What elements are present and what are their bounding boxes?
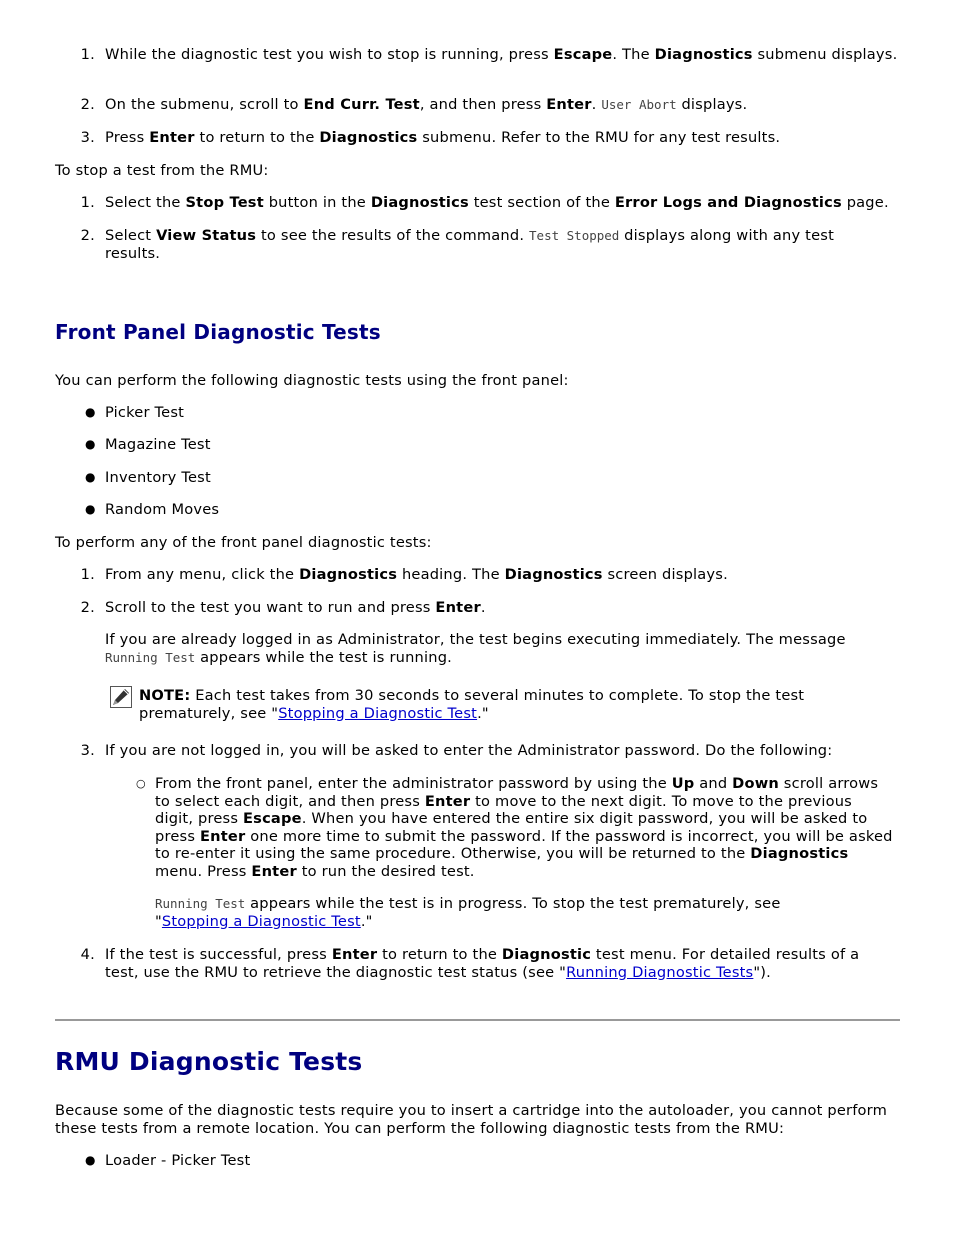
password-sub-text: From the front panel, enter the administrator password by using the Up and Down scroll arrows to select each digit, and then press Enter to move to the next digit. To move to the previous digit, press Escape. When you have entered the entire six digit password, you will be asked to press Enter one more time to submit the password. If the password is incorrect, you will be asked to re-enter it using the same procedure. Otherwise, you will be returned to the Diagnostics menu. Press Enter to run the desired test.	[155, 775, 893, 880]
bullet-icon: ●	[85, 470, 96, 484]
note-text: NOTE: Each test takes from 30 seconds to several minutes to complete. To stop the test prematurely, see "Stopping a Diagnostic Test."	[139, 687, 805, 722]
password-sub-para: Running Test appears while the test is in progress. To stop the test prematurely, see "Stopping a Diagnostic Test."	[155, 895, 781, 930]
bullet-icon: ●	[85, 437, 96, 451]
stop-step-1-text: While the diagnostic test you wish to stop is running, press Escape. The Diagnostics submenu displays.	[105, 46, 898, 63]
rmu-intro: Because some of the diagnostic tests require you to insert a cartridge into the autoloader, you cannot perform these tests from a remote location. You can perform the following diagnostic tests from the RMU:	[55, 1102, 888, 1137]
stopping-diagnostic-test-link-2[interactable]: Stopping a Diagnostic Test	[161, 912, 361, 930]
perform-step-2-para: If you are already logged in as Administrator, the test begins executing immediately. The message Running Test appears while the test is running.	[105, 631, 846, 666]
bullet-icon: ●	[85, 1153, 96, 1167]
section-divider	[55, 1019, 900, 1021]
stopping-diagnostic-test-link[interactable]: Stopping a Diagnostic Test	[278, 704, 478, 722]
perform-step-4-text: If the test is successful, press Enter to return to the Diagnostic test menu. For detailed results of a test, use the RMU to retrieve the diagnostic test status (see "Running Diagnostic Tests").	[105, 946, 860, 981]
stop-rmu-step-1-text: Select the Stop Test button in the Diagnostics test section of the Error Logs and Diagnostics page.	[105, 194, 889, 211]
perform-step-1-text: From any menu, click the Diagnostics heading. The Diagnostics screen displays.	[105, 566, 728, 583]
stop-rmu-step-2-text: Select View Status to see the results of the command. Test Stopped displays along with any test results.	[105, 227, 835, 262]
note-pencil-icon	[110, 686, 132, 708]
circle-bullet-icon: ○	[136, 777, 146, 790]
bullet-icon: ●	[85, 405, 96, 419]
rmu-heading: RMU Diagnostic Tests	[55, 1047, 363, 1076]
running-diagnostic-tests-link[interactable]: Running Diagnostic Tests	[566, 963, 754, 981]
stop-rmu-intro: To stop a test from the RMU:	[55, 162, 269, 179]
perform-step-2-text: Scroll to the test you want to run and press Enter.	[105, 599, 486, 616]
front-panel-intro: You can perform the following diagnostic tests using the front panel:	[55, 372, 569, 389]
stop-step-2-text: On the submenu, scroll to End Curr. Test, and then press Enter. User Abort displays.	[105, 96, 748, 113]
perform-step-3-text: If you are not logged in, you will be asked to enter the Administrator password. Do the following:	[105, 742, 833, 759]
stop-step-3-text: Press Enter to return to the Diagnostics submenu. Refer to the RMU for any test results.	[105, 129, 781, 146]
front-panel-heading: Front Panel Diagnostic Tests	[55, 320, 381, 344]
perform-intro: To perform any of the front panel diagnostic tests:	[55, 534, 432, 551]
bullet-icon: ●	[85, 502, 96, 516]
